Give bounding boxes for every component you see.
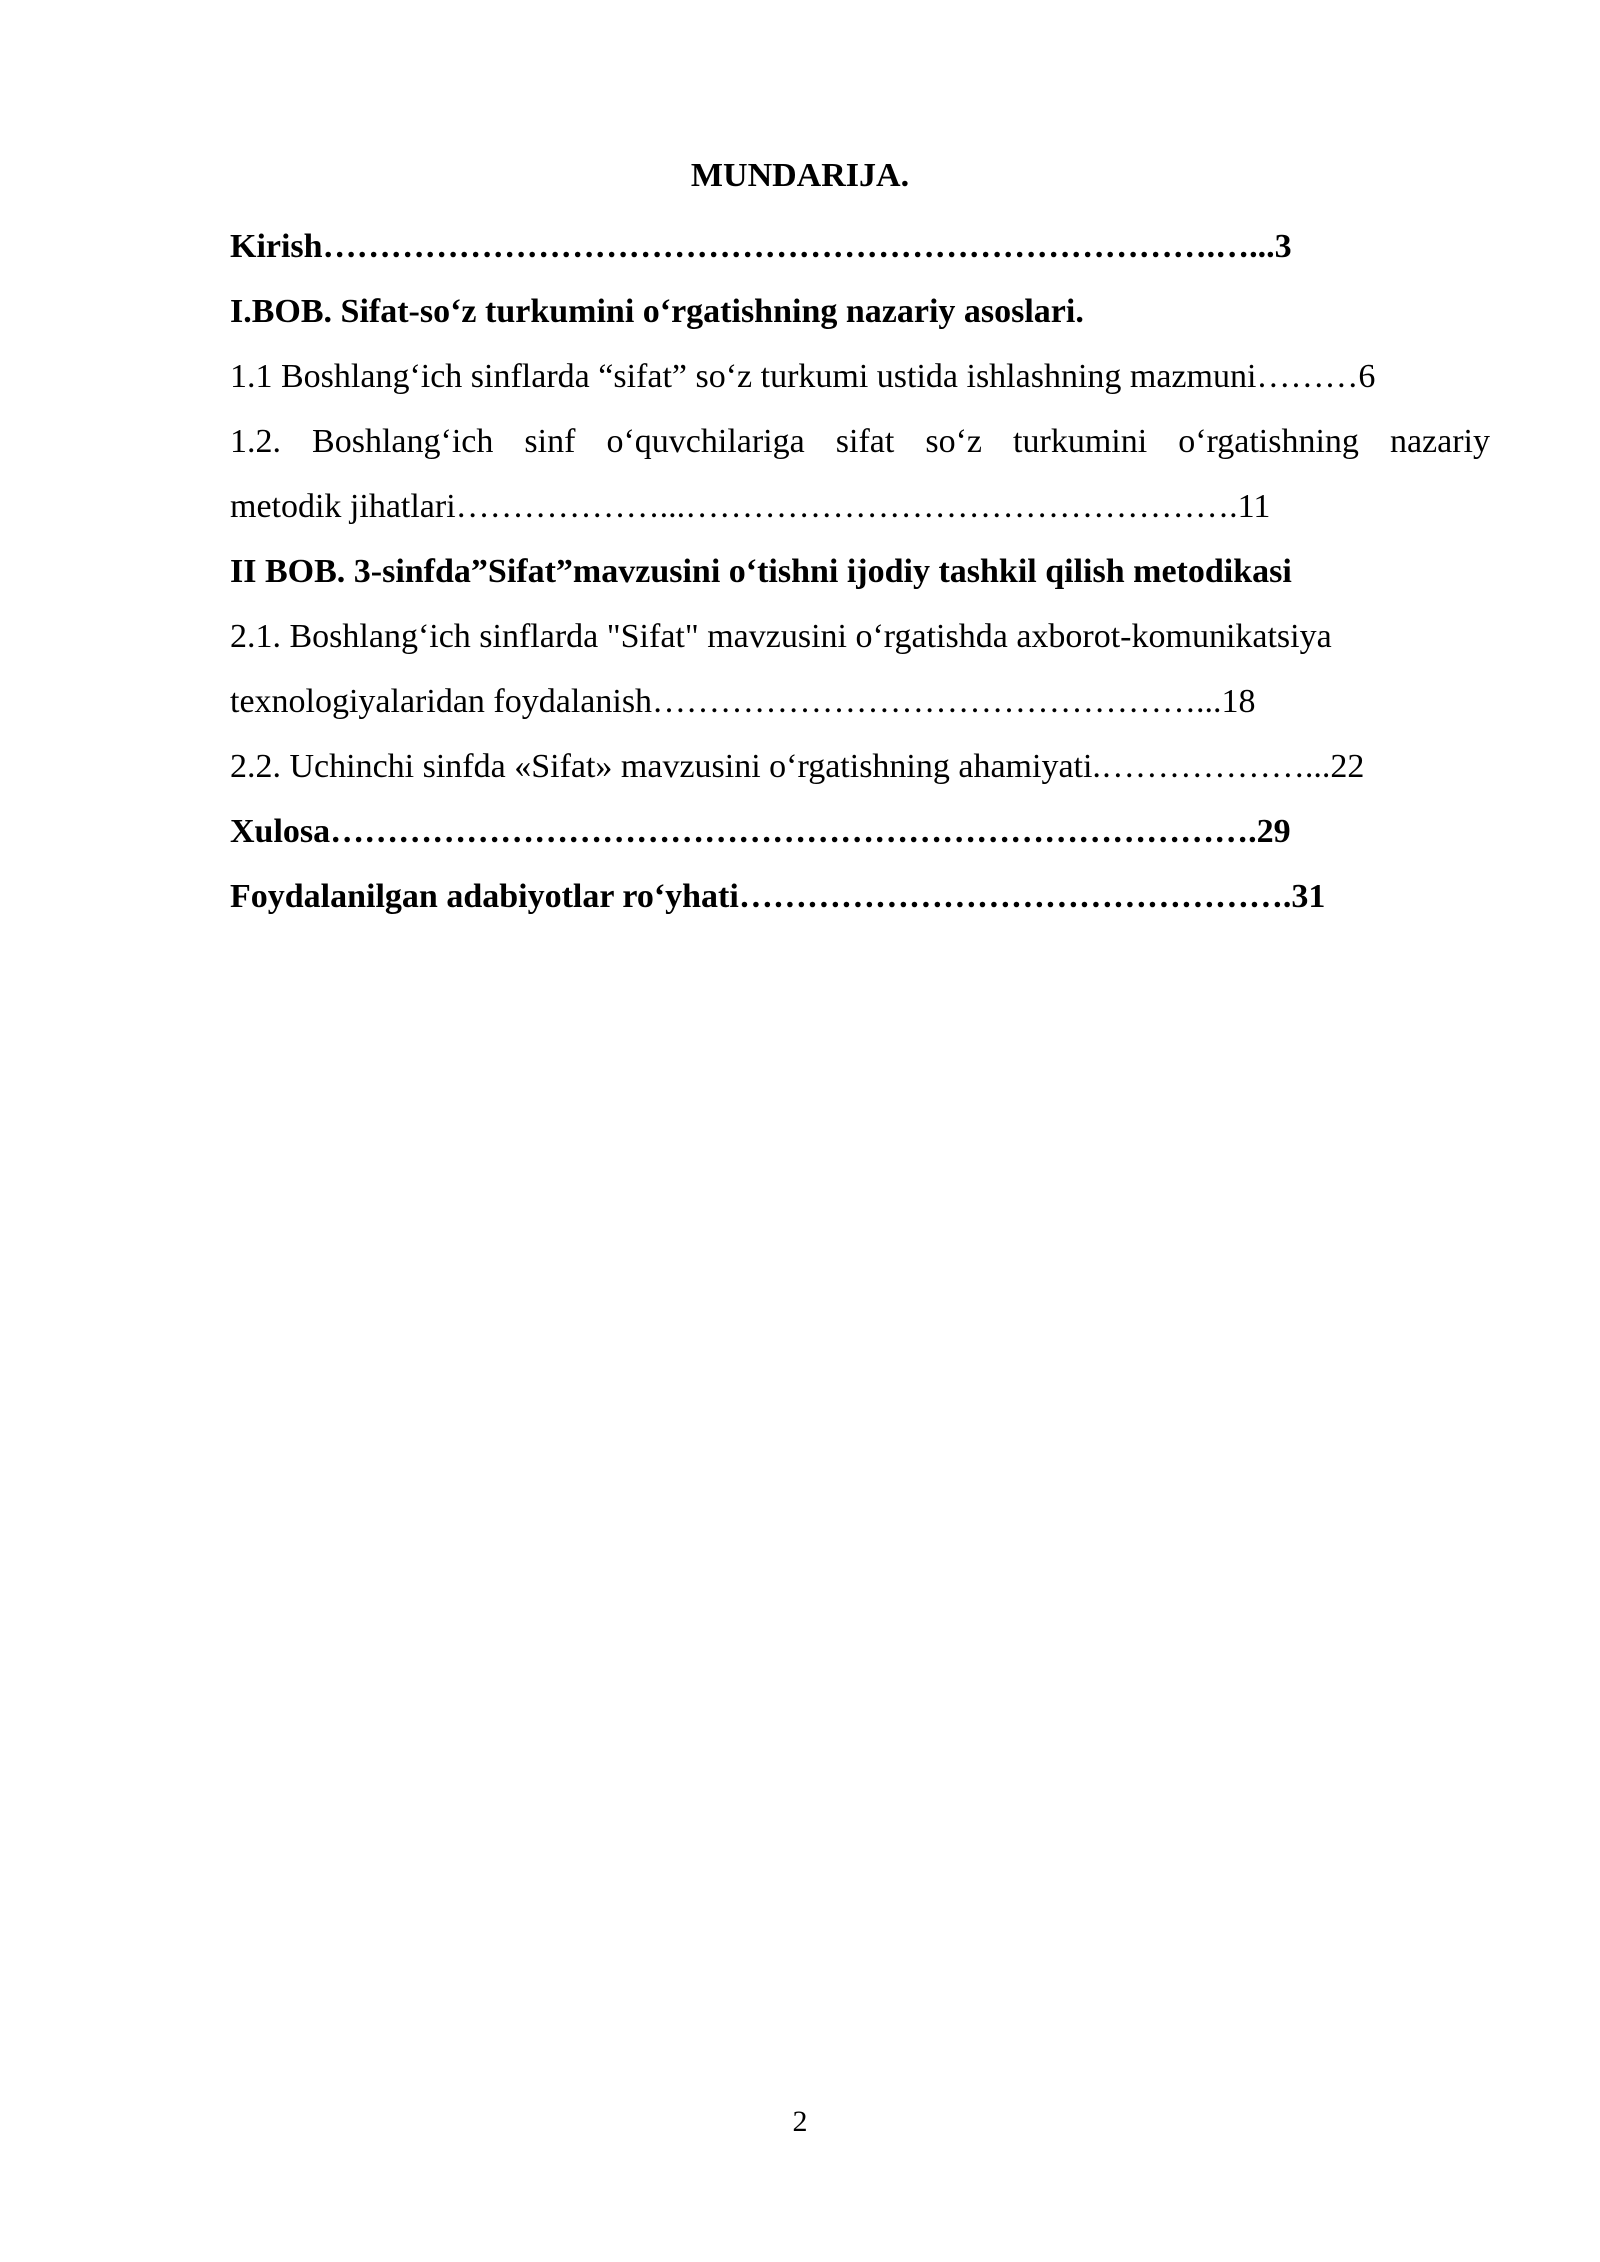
toc-entry-xulosa: Xulosa……………………………………………………………………….29: [230, 813, 1291, 850]
toc-chapter-1-heading: I.BOB. Sifat-so‘z turkumini o‘rgatishning nazariy asoslari.: [230, 293, 1084, 330]
toc-entry-bibliography: Foydalanilgan adabiyotlar ro‘yhati………………………………………….31: [230, 878, 1326, 915]
page-title: MUNDARIJA.: [690, 157, 910, 194]
toc-entry-2-1-line-2: texnologiyalaridan foydalanish…………………………………………...18: [230, 683, 1256, 720]
toc-entry-1-2-line-2: metodik jihatlari………………...………………………………………….11: [230, 488, 1271, 525]
table-of-contents: [230, 214, 1490, 929]
page-number: 2: [792, 2105, 808, 2138]
toc-chapter-2-heading: II BOB. 3-sinfda”Sifat”mavzusini o‘tishni ijodiy tashkil qilish metodikasi: [230, 553, 1292, 590]
toc-entry-1-2-line-1: 1.2. Boshlang‘ich sinf o‘quvchilariga sifat so‘z turkumini o‘rgatishning nazariy: [230, 423, 1490, 460]
toc-entry-2-2: 2.2. Uchinchi sinfda «Sifat» mavzusini o‘rgatishning ahamiyati.………………...22: [230, 748, 1365, 785]
toc-entry-1-1: 1.1 Boshlang‘ich sinflarda “sifat” so‘z turkumi ustida ishlashning mazmuni………6: [230, 358, 1376, 395]
toc-entry-kirish: Kirish…………………………………………………………………….…...3: [230, 228, 1292, 265]
toc-entry-2-1-line-1: 2.1. Boshlang‘ich sinflarda "Sifat" mavzusini o‘rgatishda axborot-komunikatsiya: [230, 618, 1332, 655]
